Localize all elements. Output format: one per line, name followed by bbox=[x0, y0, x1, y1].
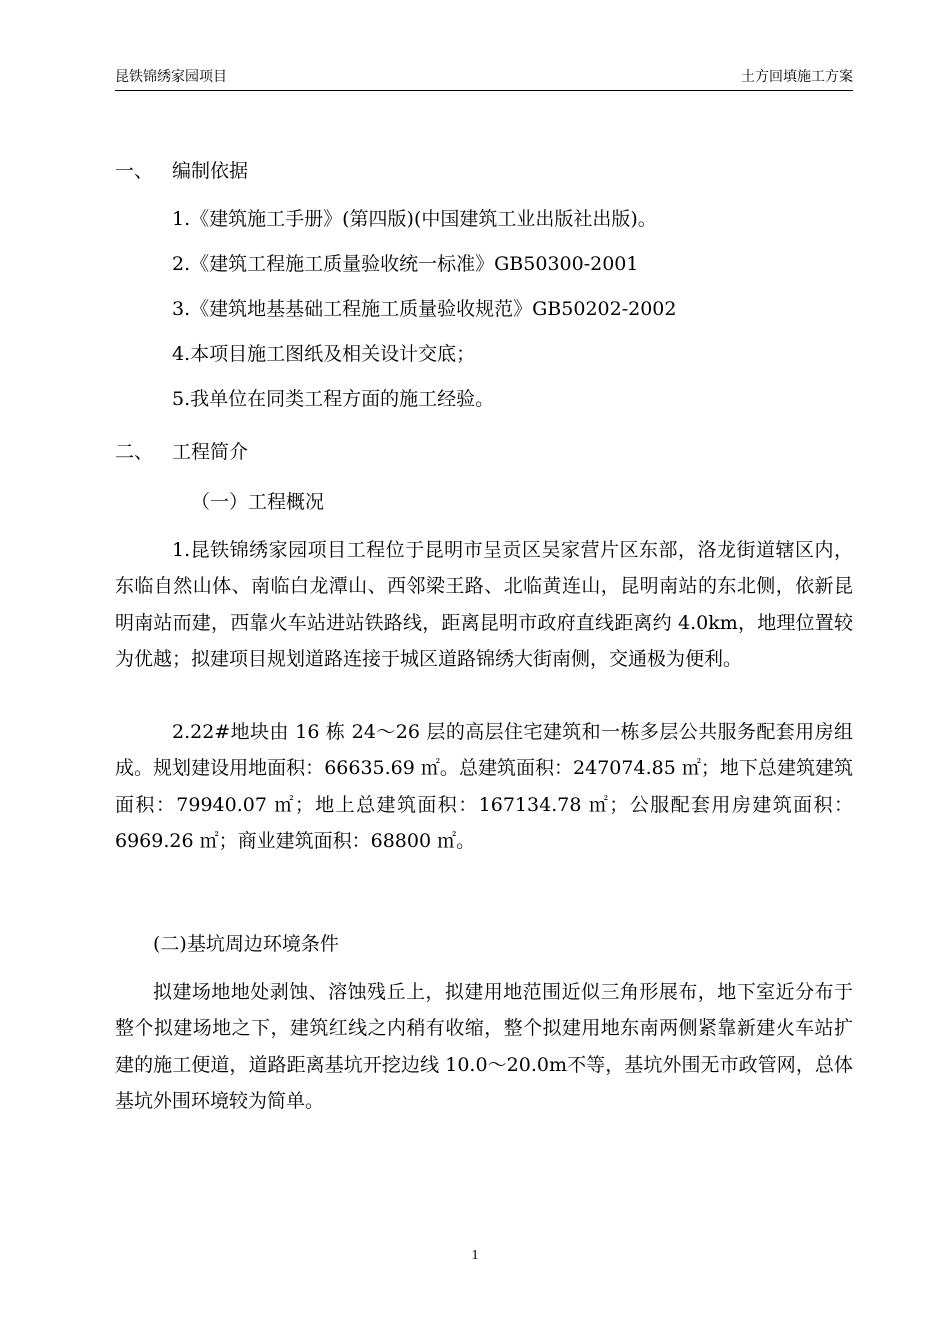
section-number: 一、 bbox=[115, 160, 154, 182]
section-heading-1 bbox=[115, 159, 248, 183]
paragraph-site-environment: 拟建场地地处剥蚀、溶蚀残丘上，拟建用地范围近似三角形展布，地下室近分布于整个拟建场地之下，建筑红线之内稍有收缩，整个拟建用地东南两侧紧靠新建火车站扩建的施工便道，道路距离基坑开挖边线 10.0～20.0m不等，基坑外围无市政管网，总体基坑外围环境较为简单。 bbox=[115, 981, 853, 1113]
paragraph-project-location: 1.昆铁锦绣家园项目工程位于昆明市呈贡区吴家营片区东部，洛龙街道辖区内，东临自然山体、南临白龙潭山、西邻梁王路、北临黄连山，昆明南站的东北侧，依新昆明南站而建，西靠火车站进站铁路线，距离昆明市政府直线距离约 4.0km，地理位置较为优越；拟建项目规划道路连接于城区道路锦绣大街南侧，交通极为便利。 bbox=[115, 539, 853, 671]
header-project-name: 昆铁锦绣家园项目 bbox=[115, 69, 227, 85]
section-title: 工程简介 bbox=[172, 441, 249, 463]
list-item: 1.《建筑施工手册》(第四版)(中国建筑工业出版社出版)。 bbox=[172, 208, 657, 230]
list-item: 2.《建筑工程施工质量验收统一标准》GB50300-2001 bbox=[172, 253, 639, 275]
page-number: 1 bbox=[471, 1248, 479, 1263]
section-heading-2 bbox=[115, 440, 248, 464]
paragraph-building-area: 2.22#地块由 16 栋 24～26 层的高层住宅建筑和一栋多层公共服务配套用房组成。规划建设用地面积：66635.69 ㎡。总建筑面积：247074.85 ㎡；地下总建筑建筑面积：79940.07 ㎡；地上总建筑面积：167134.78 ㎡；公服配套用房建筑面积：6969.26 ㎡；商业建筑面积：68800 ㎡。 bbox=[115, 721, 853, 853]
section-number: 二、 bbox=[115, 441, 154, 463]
subsection-heading-1: （一）工程概况 bbox=[191, 491, 325, 513]
list-item: 5.我单位在同类工程方面的施工经验。 bbox=[172, 388, 495, 410]
section-title: 编制依据 bbox=[172, 160, 249, 182]
page-header bbox=[115, 66, 853, 91]
subsection-heading-2: (二)基坑周边环境条件 bbox=[153, 933, 339, 955]
list-item: 4.本项目施工图纸及相关设计交底； bbox=[172, 343, 476, 365]
list-item: 3.《建筑地基基础工程施工质量验收规范》GB50202-2002 bbox=[172, 298, 677, 320]
header-document-title: 土方回填施工方案 bbox=[741, 69, 853, 85]
